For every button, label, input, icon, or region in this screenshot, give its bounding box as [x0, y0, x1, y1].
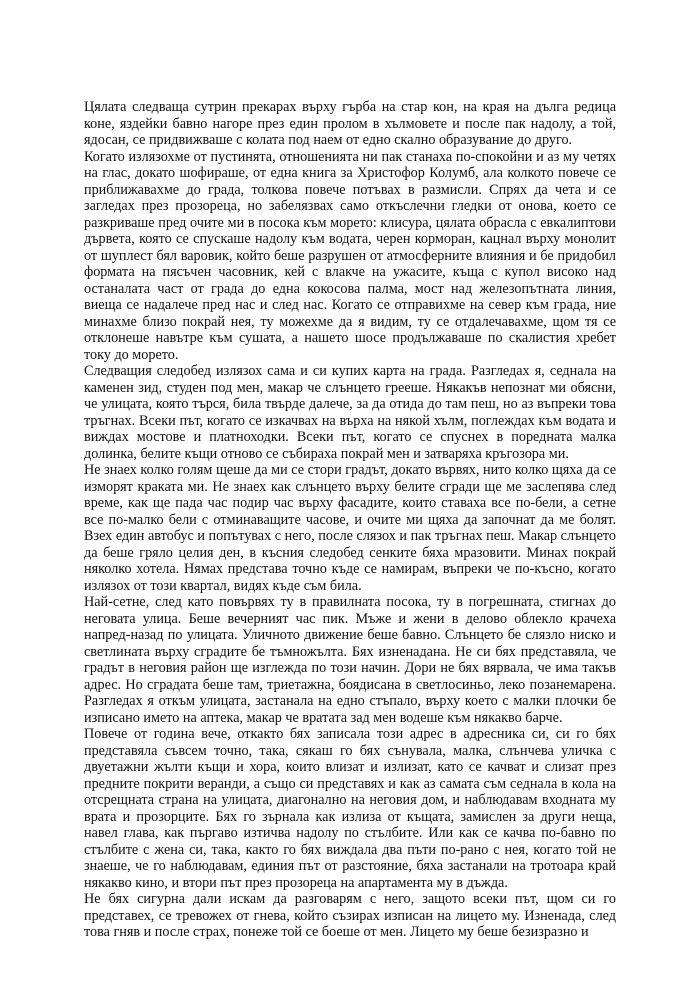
paragraph-7: Не бях сигурна дали искам да разговарям с него, защото всеки път, щом си го представех, се тревожех от гнева, който съзирах изписан на лицето му. Изненада, след това гняв и после страх, понеже той се боеше от мен. Лицето му беше безизразно и	[84, 891, 616, 940]
paragraph-4: Не знаех колко голям щеше да ми се стори градът, докато вървях, нито колко щяха да се изморят краката ми. Не знаех как слънцето върху белите сгради ще ме заслепява след време, как ще пада час подир час върху фасадите, които ставаха все по-бели, а сетне все по-малко бели с отминаващите часове, и очите ми щяха да започнат да ме болят. Взех един автобус и попътувах с него, после слязох и пак тръгнах пеш. Макар слънцето да беше гряло целия ден, в късния следобед сенките бяха мразовити. Минах покрай няколко хотела. Нямах представа точно къде се намирам, въпреки че по-късно, когато излязох от този квартал, видях къде съм била.	[84, 462, 616, 594]
paragraph-3: Следващия следобед излязох сама и си купих карта на града. Разгледах я, седнала на каменен зид, студен под мен, макар че слънцето грееше. Някакъв непознат ми обясни, че улицата, която търся, била твърде далече, за да отида до там пеш, но аз въпреки това тръгнах. Всеки път, когато се изкачвах на върха на някой хълм, поглеждах към водата и виждах мостове и платноходки. Всеки път, когато се спуснех в поредната малка долинка, белите къщи отново се събираха покрай мен и затваряха кръгозора ми.	[84, 363, 616, 462]
document-page	[84, 99, 616, 941]
paragraph-1: Цялата следваща сутрин прекарах върху гърба на стар кон, на края на дълга редица коне, яздейки бавно нагоре през един пролом в хълмовете и после пак надолу, а той, ядосан, се придвижваше с колата под наем от едно скално образувание до друго.	[84, 99, 616, 148]
paragraph-2: Когато излязохме от пустинята, отношенията ни пак станаха по-спокойни и аз му четях на глас, докато шофираше, от една книга за Христофор Колумб, ала колкото повече се приближавахме до града, толкова повече потъвах в размисли. Спрях да чета и се загледах през прозореца, но забелязвах само откъслечни гледки от онова, което се разкриваше пред очите ми в посока към морето: клисура, цялата обрасла с евкалиптови дървета, която се спускаше надолу към водата, черен корморан, кацнал върху монолит от шуплест бял варовик, който беше разрушен от атмосферните влияния и бе придобил формата на пясъчен часовник, кей с влакче на ужасите, къща с купол високо над останалата част от града до една кокосова палма, мост над железопътната линия, виеща се надалече пред нас и след нас. Когато се отправихме на север към града, ние минахме близо покрай нея, ту можехме да я видим, ту се отдалечавахме, щом тя се отклонеше навътре към сушата, а нашето шосе продължаваше по скалистия хребет току до морето.	[84, 148, 616, 363]
paragraph-5: Най-сетне, след като повървях ту в правилната посока, ту в погрешната, стигнах до неговата улица. Беше вечерният час пик. Мъже и жени в делово облекло крачеха напред-назад по улицата. Уличното движение беше бавно. Слънцето бе слязло ниско и светлината върху сградите бе тъмножълта. Бях изненадана. Не си бях представяла, че градът в неговия район ще изглежда по този начин. Дори не бях вярвала, че има такъв адрес. Но сградата беше там, триетажна, боядисана в светлосиньо, леко позанемарена. Разгледах я откъм улицата, застанала на едно стъпало, върху което с малки плочки бе изписано името на аптека, макар че вратата зад мен водеше към някакво барче.	[84, 594, 616, 726]
paragraph-6: Повече от година вече, откакто бях записала този адрес в адресника си, си го бях представяла съвсем точно, така, сякаш го бях сънувала, малка, слънчева уличка с двуетажни жълти къщи и хора, които влизат и излизат, като се качват и слизат през предните покрити веранди, а също си представях и как аз самата съм седнала в кола на отсрещната страна на улицата, диагонално на неговия дом, и наблюдавам входната му врата и прозорците. Бях го зърнала как излиза от къщата, замислен за други неща, навел глава, как пъргаво изтичва надолу по стълбите. Или как се качва по-бавно по стълбите с жена си, така, както го бях виждала два пъти по-рано с нея, когато той не знаеше, че го наблюдавам, единия път от разстояние, бяха застанали на тротоара край някакво кино, и втори път през прозореца на апартамента му в дъжда.	[84, 726, 616, 891]
